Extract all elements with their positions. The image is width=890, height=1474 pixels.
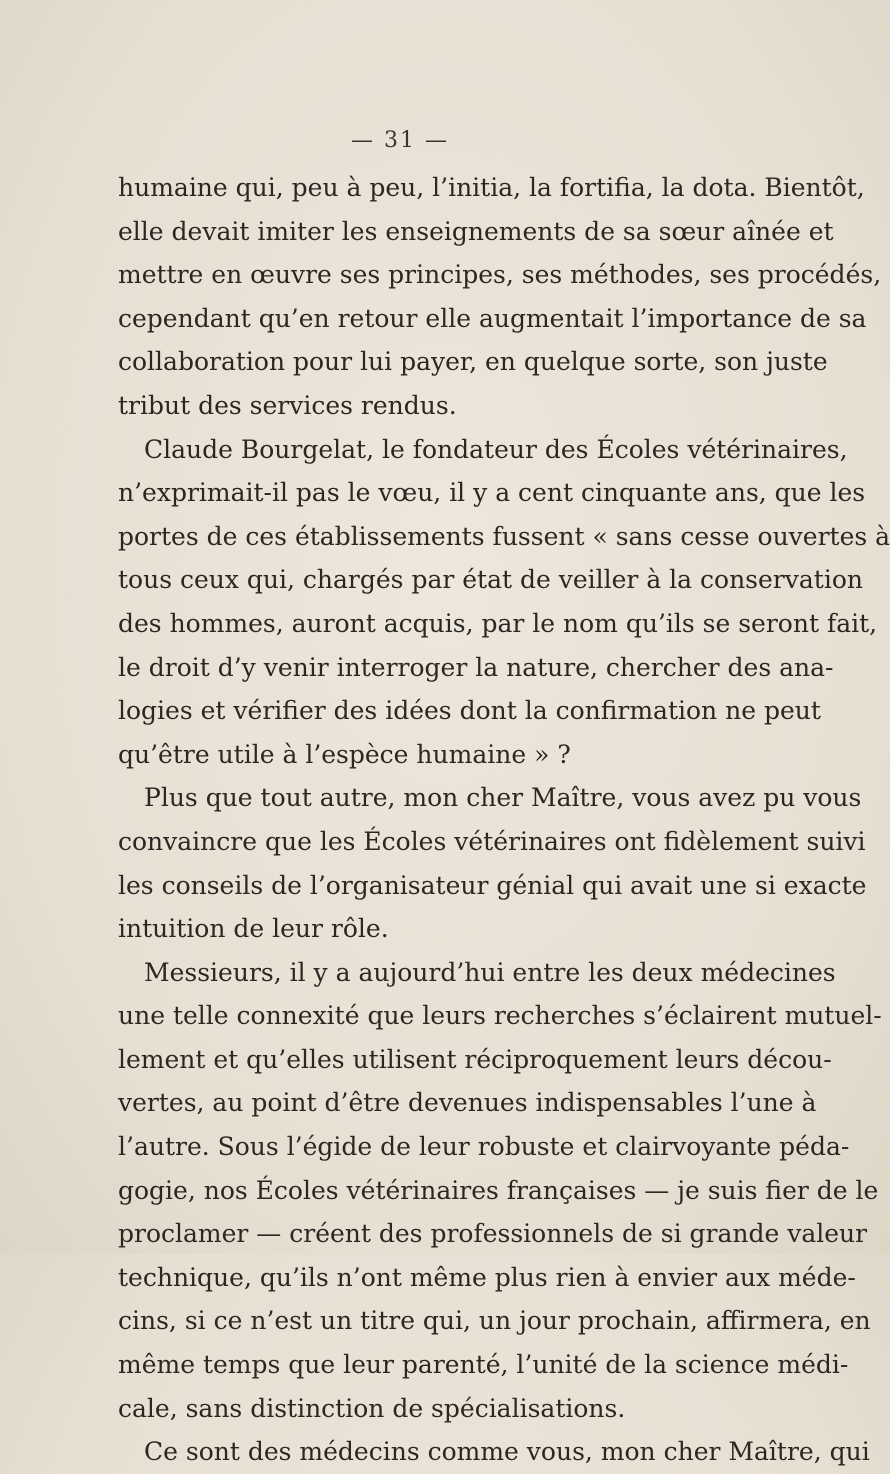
text-line: humaine qui, peu à peu, l’initia, la fortifia, la dota. Bientôt, xyxy=(118,173,865,202)
text-line: des hommes, auront acquis, par le nom qu’ils se seront fait, xyxy=(118,608,878,638)
text-line: Plus que tout autre, mon cher Maître, vous avez pu vous xyxy=(144,783,862,813)
text-line: gogie, nos Écoles vétérinaires françaises — je suis fier de le xyxy=(118,1175,879,1205)
text-line: cale, sans distinction de spécialisations. xyxy=(118,1393,626,1423)
text-line: Messieurs, il y a aujourd’hui entre les deux médecines xyxy=(144,957,836,987)
text-line: même temps que leur parenté, l’unité de la science médi- xyxy=(118,1350,849,1380)
text-line: Claude Bourgelat, le fondateur des Écoles vétérinaires, xyxy=(144,434,848,464)
text-line: tribut des services rendus. xyxy=(118,390,457,420)
text-line: elle devait imiter les enseignements de sa sœur aînée et xyxy=(118,216,834,246)
text-line: une telle connexité que leurs recherches s’éclairent mutuel- xyxy=(118,1001,882,1031)
text-line: n’exprimait-il pas le vœu, il y a cent cinquante ans, que les xyxy=(118,478,866,508)
page-number: — 31 — xyxy=(351,128,449,153)
text-line: mettre en œuvre ses principes, ses méthodes, ses procédés, xyxy=(118,260,882,290)
text-line: lement et qu’elles utilisent réciproquement leurs décou- xyxy=(118,1044,832,1074)
text-line: intuition de leur rôle. xyxy=(118,914,389,944)
text-line: qu’être utile à l’espèce humaine » ? xyxy=(118,739,571,769)
text-line: proclamer — créent des professionnels de si grande valeur xyxy=(118,1219,868,1249)
text-line: les conseils de l’organisateur génial qui avait une si exacte xyxy=(118,870,867,900)
text-line: collaboration pour lui payer, en quelque sorte, son juste xyxy=(118,347,828,377)
text-line: tous ceux qui, chargés par état de veiller à la conservation xyxy=(118,565,863,595)
text-line: l’autre. Sous l’égide de leur robuste et clairvoyante péda- xyxy=(118,1132,850,1162)
body-text xyxy=(118,166,890,1474)
text-line: portes de ces établissements fussent « sans cesse ouvertes à xyxy=(118,521,890,551)
text-line: vertes, au point d’être devenues indispensables l’une à xyxy=(118,1088,817,1118)
text-line: cependant qu’en retour elle augmentait l’importance de sa xyxy=(118,303,867,333)
text-line: convaincre que les Écoles vétérinaires ont fidèlement suivi xyxy=(118,826,866,856)
text-line: cins, si ce n’est un titre qui, un jour prochain, affirmera, en xyxy=(118,1306,871,1336)
text-line: le droit d’y venir interroger la nature, chercher des ana- xyxy=(118,652,834,682)
text-line: Ce sont des médecins comme vous, mon cher Maître, qui xyxy=(144,1437,870,1467)
text-line: technique, qu’ils n’ont même plus rien à envier aux méde- xyxy=(118,1262,856,1292)
text-line: logies et vérifier des idées dont la confirmation ne peut xyxy=(118,696,821,726)
